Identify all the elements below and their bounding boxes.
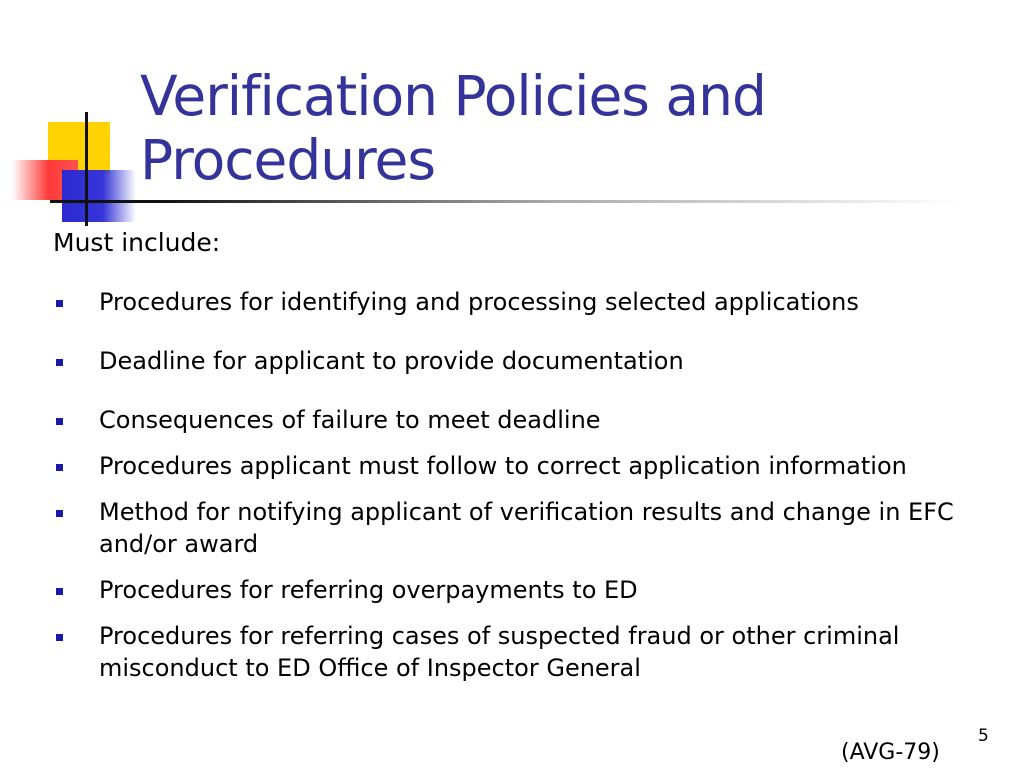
bullet-item xyxy=(54,345,974,377)
title-underline xyxy=(50,200,960,203)
bullet-text: Procedures for identifying and processing selected applications xyxy=(99,288,859,316)
bullet-text: Procedures for referring overpayments to ED xyxy=(99,576,638,604)
square-bullet-icon xyxy=(56,300,63,307)
square-bullet-icon xyxy=(56,510,63,517)
bullet-text: Method for notifying applicant of verification results and change in EFC and/or award xyxy=(99,498,954,558)
bullet-item xyxy=(54,404,974,436)
vertical-rule xyxy=(85,112,88,226)
bullet-item xyxy=(54,286,974,318)
bullet-text: Deadline for applicant to provide documentation xyxy=(99,347,684,375)
bullet-item xyxy=(54,450,974,482)
bullet-text: Procedures applicant must follow to correct application information xyxy=(99,452,907,480)
bullet-list xyxy=(54,286,974,684)
reference-citation: (AVG-79) xyxy=(841,740,940,765)
bullet-item xyxy=(54,620,974,684)
decorative-logo xyxy=(0,0,160,230)
intro-text: Must include: xyxy=(53,228,221,257)
square-bullet-icon xyxy=(56,359,63,366)
bullet-item xyxy=(54,496,974,560)
square-bullet-icon xyxy=(56,588,63,595)
square-bullet-icon xyxy=(56,418,63,425)
slide-title: Verification Policies and Procedures xyxy=(140,64,766,192)
slide-number: 5 xyxy=(978,726,989,746)
square-bullet-icon xyxy=(56,464,63,471)
bullet-text: Procedures for referring cases of suspected fraud or other criminal misconduct to ED Office of Inspector General xyxy=(99,622,900,682)
blue-square xyxy=(62,170,136,222)
bullet-item xyxy=(54,574,974,606)
square-bullet-icon xyxy=(56,634,63,641)
bullet-text: Consequences of failure to meet deadline xyxy=(99,406,601,434)
